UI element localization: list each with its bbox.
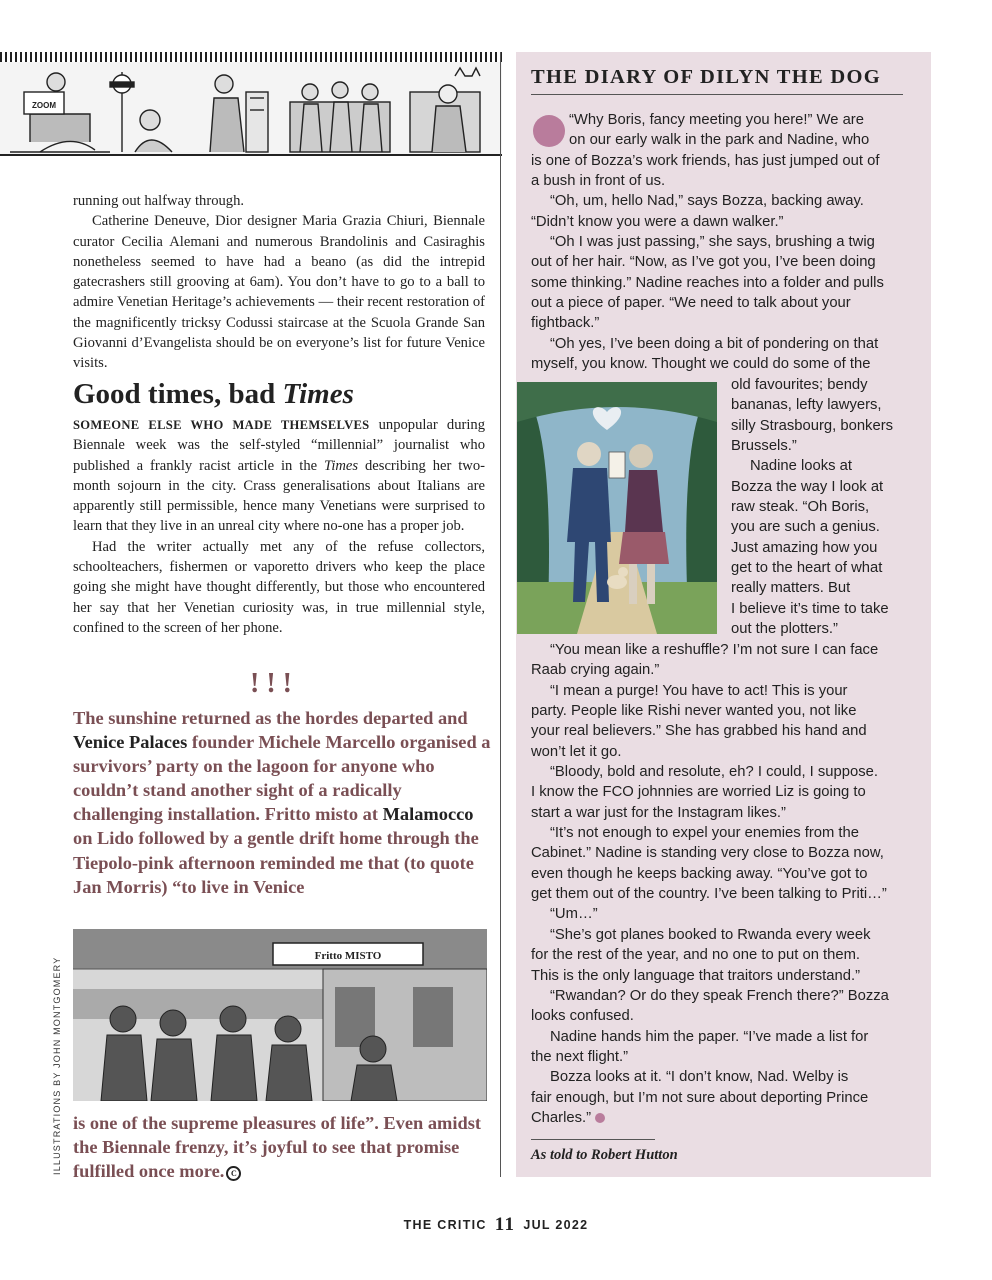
headline-italic-text: Times bbox=[282, 378, 354, 410]
venue-name: Venice Palaces bbox=[73, 732, 188, 753]
ruler-bar bbox=[0, 52, 502, 62]
section-headline bbox=[73, 378, 354, 411]
train-passengers-illustration bbox=[290, 82, 390, 152]
publication-name: THE CRITIC bbox=[403, 1218, 487, 1232]
pull-paragraph: The sunshine returned as the hordes departed and Venice Palaces founder Michele Marcello organised a survivors’ party on the lagoon for anyone who couldn’t stand another sight of a radically challenging installation. Fritto misto at Malamocco on Lido followed by a gentle drift home through the Tiepolo-pink afternoon reminded me that (to quote Jan Morris) “to live in Venice bbox=[73, 708, 491, 897]
venue-name: Malamocco bbox=[382, 804, 474, 825]
issue-date: JUL 2022 bbox=[523, 1218, 589, 1232]
article-paragraph: Had the writer actually met any of the refuse collectors, schoolteachers, fishermen or vaporetto drivers who keep the place going she might have thought differently, but those who encountered her say that her Venetian curiosity was, in true millennial style, confined to the screen of her phone. bbox=[73, 538, 485, 636]
illustration-credit: ILLUSTRATIONS BY JOHN MONTGOMERY bbox=[52, 956, 62, 1175]
zoom-screen-text: ZOOM bbox=[32, 101, 56, 110]
diary-signature: As told to Robert Hutton bbox=[531, 1147, 678, 1163]
shop-sign-text: Fritto MISTO bbox=[314, 950, 382, 962]
section-separator: !!! bbox=[250, 668, 299, 699]
end-mark-icon: C bbox=[226, 1166, 241, 1181]
article-paragraph: running out halfway through. bbox=[73, 193, 245, 209]
park-illustration bbox=[517, 382, 717, 634]
section-body bbox=[73, 415, 485, 638]
fritto-misto-illustration bbox=[73, 929, 487, 1101]
page-number: 11 bbox=[494, 1214, 516, 1235]
diary-body-bottom: “You mean like a reshuffle? I’m not sure I can face Raab crying again.” “I mean a purge! You have to act! This is your party. People like Rishi never wanted you, not like your real believers.” She has grabbed his hand and won’t let it go. “Bloody, bold and resolute, eh? I could, I suppose. I know the FCO johnnies are worried Liz is going to start a war just for the Instagram likes.” “It’s not enough to expel your enemies from the Cabinet.” Nadine is standing very close to Bozza now, even though he keeps backing away. “You’ve got to get them out of the country. I’ve been talking to Priti…” “Um…” “She’s got planes booked to Rwanda every week for the rest of the year, and no one to put on them. This is the only language that traitors understand.” “Rwandan? Or do they speak French there?” Bozza looks confused. Nadine hands him the paper. “I’ve made a list for the next flight.” Bozza looks at it. “I don’t know, Nad. Welby is fair enough, but I’m not sure about deporting Prince Charles.” bbox=[531, 642, 889, 1126]
diary-title: THE DIARY OF DILYN THE DOG bbox=[531, 66, 903, 95]
column-divider bbox=[500, 52, 501, 1177]
headline-text: Good times, bad bbox=[73, 378, 283, 410]
article-paragraph: Catherine Deneuve, Dior designer Maria Grazia Chiuri, Biennale curator Cecilia Alemani and numerous Brandolinis and Casiraghis nonetheless seemed to have had a beano (as did the intrepid gatecrashers still grooving at 6am). You don’t have to go to a ball to admire Venetian Heritage’s achievements — their recent restoration of the magnificently tricksy Codussi staircase at the Scuola Grande San Giovanni d’Evangelista should be on everyone’s list for future Venice visits. bbox=[73, 213, 485, 372]
article-paragraph: SOMEONE ELSE WHO MADE THEMSELVES unpopular during Biennale week was the self-styled “millennial” journalist who published a frankly racist article in the Times describing her two-month sojourn in the city. Crass generalisations about Italians are apparently still permissible, hence many Venetians were surprised to learn that they live in an unreal city where no-one has a proper job. bbox=[73, 417, 485, 535]
diary-body-top: “Why Boris, fancy meeting you here!” We are on our early walk in the park and Nadine, who is one of Bozza’s work friends, has just jumped out of a bush in front of us. “Oh, um, hello Nad,” says Bozza, backing away. “Didn’t know you were a dawn walker.” “Oh I was just passing,” she says, brushing a twig out of her hair. “Now, as I’ve got you, I’ve been doing some thinking.” Nadine reaches into a folder and pulls out a piece of paper. “We need to talk about your fightback.” “Oh yes, I’ve been doing a bit of pondering on that myself, you know. Thought we could do some of the bbox=[531, 112, 884, 373]
illustration-strip bbox=[0, 62, 502, 156]
end-dot-icon bbox=[595, 1113, 605, 1123]
diary-body-wrap: old favourites; bendy bananas, lefty lawyers, silly Strasbourg, bonkers Brussels.” Nadine looks at Bozza the way I look at raw steak. “Oh Boris, you are such a genius. Just amazing how you get to the heart of what really matters. But I believe it’s time to take out the plotters.” bbox=[731, 377, 894, 638]
lead-in: SOMEONE ELSE WHO MADE THEMSELVES bbox=[73, 418, 370, 432]
signature-rule bbox=[531, 1139, 655, 1140]
page-footer bbox=[0, 1214, 992, 1236]
pull-paragraph-end: is one of the supreme pleasures of life”. Even amidst the Biennale frenzy, it’s joyful to see that promise fulfilled once more. C bbox=[73, 1113, 481, 1182]
commuters-illustration bbox=[0, 62, 502, 154]
article-intro bbox=[73, 191, 485, 374]
